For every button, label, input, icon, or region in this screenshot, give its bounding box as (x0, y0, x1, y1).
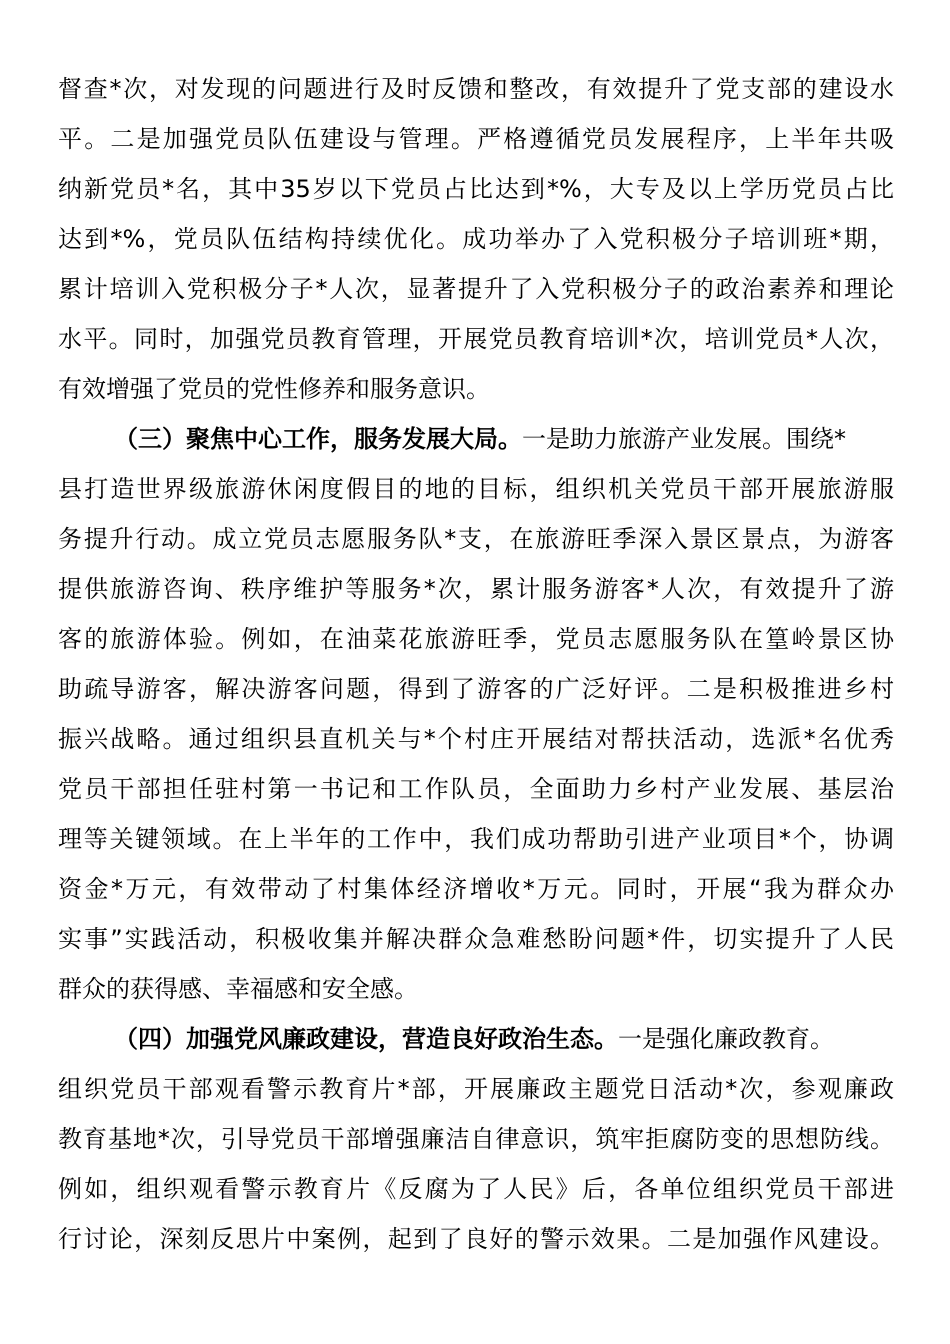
paragraph-party-member-management (58, 64, 894, 414)
text-line: 实事”实践活动，积极收集并解决群众急难愁盼问题*件，切实提升了人民 (58, 925, 894, 953)
text-line: 达到*%，党员队伍结构持续优化。成功举办了入党积极分子培训班*期， (58, 225, 894, 253)
text-line: 例如，组织观看警示教育片《反腐为了人民》后，各单位组织党员干部进 (58, 1175, 894, 1203)
text-line (58, 1014, 894, 1064)
text-line: 务提升行动。成立党员志愿服务队*支，在旅游旺季深入景区景点，为游客 (58, 525, 894, 553)
text-line: 平。二是加强党员队伍建设与管理。严格遵循党员发展程序，上半年共吸 (58, 125, 894, 153)
text-line: 提供旅游咨询、秩序维护等服务*次，累计服务游客*人次，有效提升了游 (58, 575, 894, 603)
text-line: 组织党员干部观看警示教育片*部，开展廉政主题党日活动*次，参观廉政 (58, 1075, 894, 1103)
text-line: 教育基地*次，引导党员干部增强廉洁自律意识，筑牢拒腐防变的思想防线。 (58, 1125, 894, 1153)
text-line: 资金*万元，有效带动了村集体经济增收*万元。同时，开展“我为群众办 (58, 875, 894, 903)
text-line: 有效增强了党员的党性修养和服务意识。 (58, 375, 490, 403)
text-line (58, 414, 894, 464)
text-line: 纳新党员*名，其中35岁以下党员占比达到*%，大专及以上学历党员占比 (58, 175, 894, 203)
text-line: 督查*次，对发现的问题进行及时反馈和整改，有效提升了党支部的建设水 (58, 75, 894, 103)
text-line: 理等关键领域。在上半年的工作中，我们成功帮助引进产业项目*个，协调 (58, 825, 894, 853)
section-4-first-line-rest: 一是强化廉政教育。 (618, 1025, 834, 1053)
text-line: 助疏导游客，解决游客问题，得到了游客的广泛好评。二是积极推进乡村 (58, 675, 894, 703)
text-line: 群众的获得感、幸福感和安全感。 (58, 975, 418, 1003)
text-line: 累计培训入党积极分子*人次，显著提升了入党积极分子的政治素养和理论 (58, 275, 894, 303)
text-line: 党员干部担任驻村第一书记和工作队员，全面助力乡村产业发展、基层治 (58, 775, 894, 803)
section-3-first-line-rest: 一是助力旅游产业发展。围绕* (522, 425, 846, 453)
text-line: 振兴战略。通过组织县直机关与*个村庄开展结对帮扶活动，选派*名优秀 (58, 725, 894, 753)
text-line: 行讨论，深刻反思片中案例，起到了良好的警示效果。二是加强作风建设。 (58, 1225, 894, 1253)
text-line: 县打造世界级旅游休闲度假目的地的目标，组织机关党员干部开展旅游服 (58, 475, 894, 503)
paragraph-section-3 (58, 414, 894, 1014)
section-4-heading: （四）加强党风廉政建设，营造良好政治生态。 (114, 1025, 618, 1053)
text-line: 水平。同时，加强党员教育管理，开展党员教育培训*次，培训党员*人次， (58, 325, 894, 353)
document-body (58, 64, 894, 1264)
text-line: 客的旅游体验。例如，在油菜花旅游旺季，党员志愿服务队在篁岭景区协 (58, 625, 894, 653)
section-3-heading: （三）聚焦中心工作，服务发展大局。 (114, 425, 522, 453)
paragraph-section-4 (58, 1014, 894, 1264)
